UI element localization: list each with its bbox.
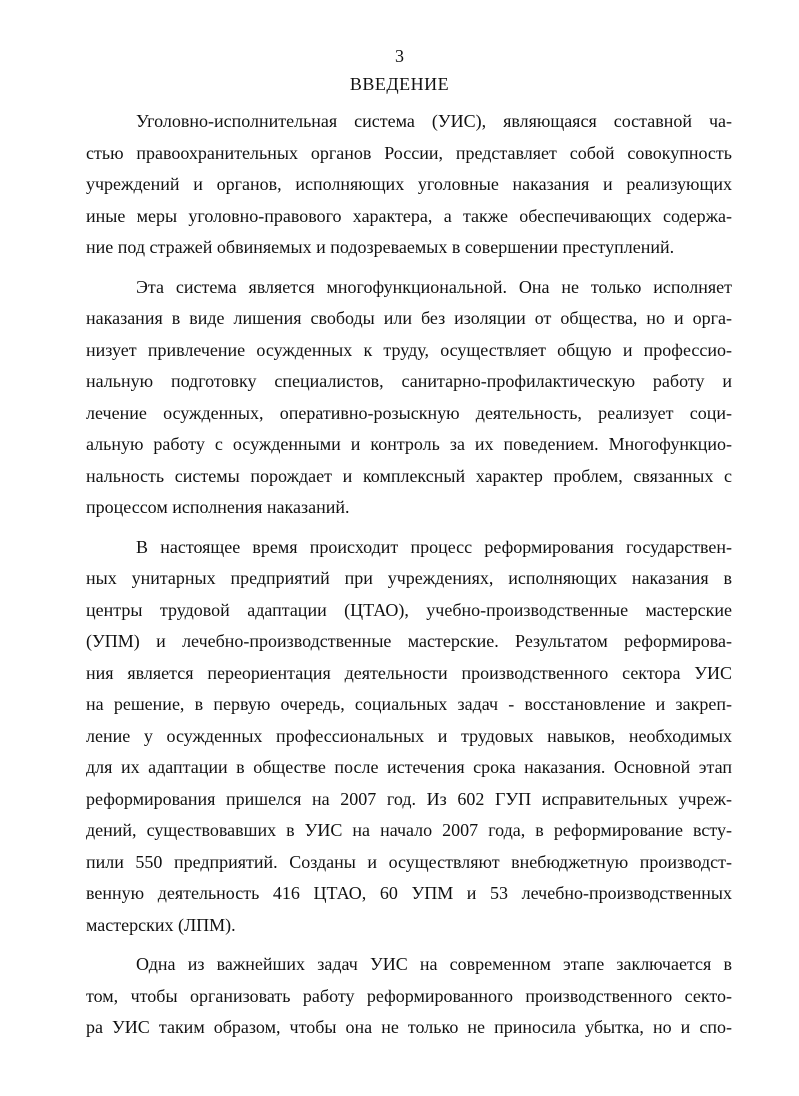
text-line: стью правоохранительных органов России, представляет собой совокупность [86,142,732,163]
paragraph-2 [86,272,732,524]
text-line: нальность системы порождает и комплексный характер проблем, связанных с [86,465,732,486]
text-line: том, чтобы организовать работу реформированного производственного секто- [86,985,732,1006]
text-line: ление у осужденных профессиональных и трудовых навыков, необходимых [86,725,732,746]
paragraph-gap [86,524,732,532]
paragraph-gap [86,941,732,949]
text-line: альную работу с осужденными и контроль за их поведением. Многофункцио- [86,434,732,454]
text-line: Одна из важнейших задач УИС на современном этапе заключается в [136,954,732,974]
text-line: реформирования пришелся на 2007 год. Из 602 ГУП исправительных учреж- [86,788,732,809]
text-line: низует привлечение осужденных к труду, осуществляет общую и профессио- [86,339,732,360]
text-line: Уголовно-исполнительная система (УИС), являющаяся составной ча- [136,111,732,131]
text-line: для их адаптации в обществе после истечения срока наказания. Основной этап [86,757,732,777]
text-line: центры трудовой адаптации (ЦТАО), учебно-производственные мастерские [86,599,732,620]
text-line: ных унитарных предприятий при учреждениях, исполняющих наказания в [86,568,732,588]
text-line: венную деятельность 416 ЦТАО, 60 УПМ и 53 лечебно-производственных [86,883,732,903]
paragraph-gap [86,264,732,272]
text-line: мастерских (ЛПМ). [86,914,236,935]
body-text [86,106,732,1044]
text-line: иные меры уголовно-правового характера, а также обеспечивающих содержа- [86,205,732,226]
text-line: нальную подготовку специалистов, санитарно-профилактическую работу и [86,371,732,391]
text-line: дений, существовавших в УИС на начало 2007 года, в реформирование всту- [86,820,732,840]
text-line: ние под стражей обвиняемых и подозреваемых в совершении преступлений. [86,237,675,257]
paragraph-4 [86,949,732,1044]
paragraph-1 [86,106,732,264]
text-line: на решение, в первую очередь, социальных задач - восстановление и закреп- [86,694,732,714]
text-line: ния является переориентация деятельности производственного сектора УИС [86,662,732,683]
text-line: процессом исполнения наказаний. [86,497,350,517]
text-line: пили 550 предприятий. Созданы и осуществляют внебюджетную производст- [86,851,732,872]
text-line: лечение осужденных, оперативно-розыскную деятельность, реализует соци- [86,402,732,423]
text-line: наказания в виде лишения свободы или без изоляции от общества, но и орга- [86,308,732,328]
text-line: Эта система является многофункциональной. Она не только исполняет [136,276,732,297]
paragraph-3 [86,532,732,942]
text-line: В настоящее время происходит процесс реформирования государствен- [136,536,732,557]
text-line: (УПМ) и лечебно-производственные мастерские. Результатом реформирова- [86,631,732,651]
section-heading: ВВЕДЕНИЕ [349,74,450,94]
text-line: учреждений и органов, исполняющих уголовные наказания и реализующих [86,174,732,194]
text-line: ра УИС таким образом, чтобы она не только не приносила убытка, но и спо- [86,1017,732,1037]
page-number: 3 [395,46,404,66]
